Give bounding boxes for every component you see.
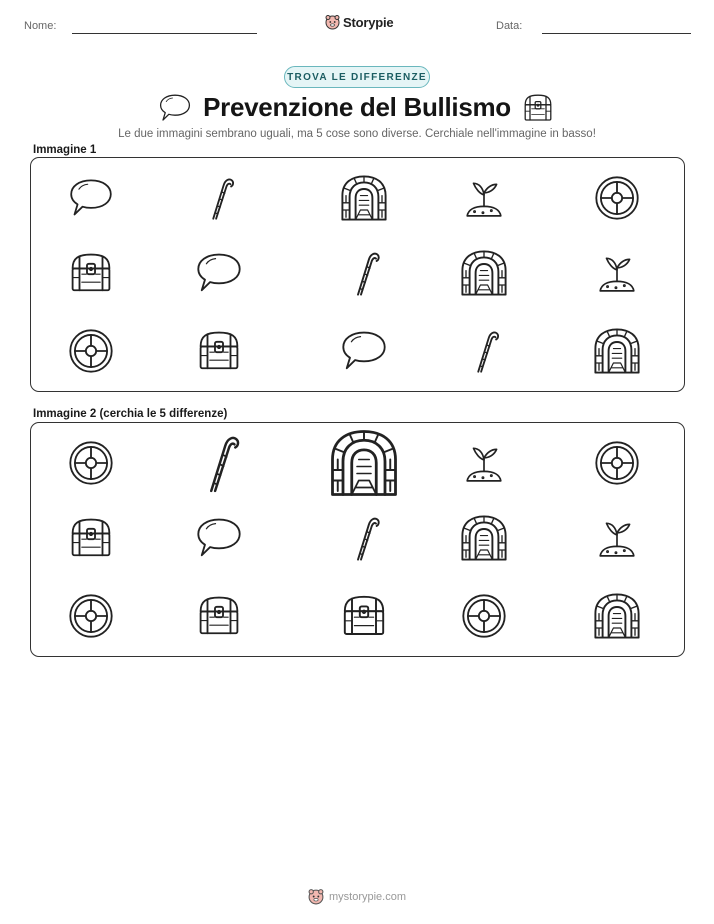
storypie-mascot-icon [308, 888, 324, 905]
page-title: Prevenzione del Bullismo [203, 92, 511, 122]
name-label: Nome: [24, 20, 57, 32]
instructions: Le due immagini sembrano uguali, ma 5 cose sono diverse. Cerchiale nell'immagine in basso! [118, 128, 596, 140]
speech-bubble-icon [196, 250, 242, 296]
treasure-chest-icon[interactable] [340, 592, 388, 640]
storypie-mascot-icon [325, 14, 340, 30]
activity-badge: TROVA LE DIFFERENZE [284, 66, 430, 88]
wheel-icon [68, 328, 114, 374]
date-label: Data: [496, 20, 523, 32]
cane-icon [461, 328, 507, 374]
image1-panel [30, 157, 685, 392]
sprout-icon[interactable] [463, 442, 505, 484]
treasure-chest-icon[interactable] [196, 593, 242, 639]
speech-bubble-icon[interactable] [196, 515, 242, 561]
image1-label: Immagine 1 [33, 144, 97, 156]
footer-url[interactable]: mystorypie.com [328, 890, 407, 903]
tunnel-icon [593, 327, 641, 375]
brand-logo [325, 14, 393, 30]
image2-label: Immagine 2 (cerchia le 5 differenze) [33, 408, 228, 420]
treasure-chest-icon [522, 92, 554, 124]
tunnel-icon[interactable] [593, 592, 641, 640]
date-line[interactable] [542, 33, 691, 34]
speech-bubble-icon [341, 328, 387, 374]
sprout-icon [463, 177, 505, 219]
cane-icon[interactable] [188, 432, 250, 494]
treasure-chest-icon [68, 250, 114, 296]
tunnel-icon[interactable] [329, 428, 399, 498]
wheel-icon [594, 175, 640, 221]
sprout-icon[interactable] [596, 517, 638, 559]
tunnel-icon [340, 174, 388, 222]
sprout-icon [596, 252, 638, 294]
cane-icon [340, 249, 388, 297]
tunnel-icon [460, 249, 508, 297]
footer [0, 888, 714, 905]
wheel-icon[interactable] [68, 440, 114, 486]
name-line[interactable] [72, 33, 257, 34]
treasure-chest-icon[interactable] [68, 515, 114, 561]
wheel-icon[interactable] [461, 593, 507, 639]
image2-panel[interactable] [30, 422, 685, 657]
treasure-chest-icon [196, 328, 242, 374]
speech-bubble-icon [69, 176, 113, 220]
cane-icon[interactable] [340, 514, 388, 562]
tunnel-icon[interactable] [460, 514, 508, 562]
wheel-icon[interactable] [68, 593, 114, 639]
cane-icon [196, 175, 242, 221]
wheel-icon[interactable] [594, 440, 640, 486]
brand-name: Storypie [343, 14, 394, 30]
